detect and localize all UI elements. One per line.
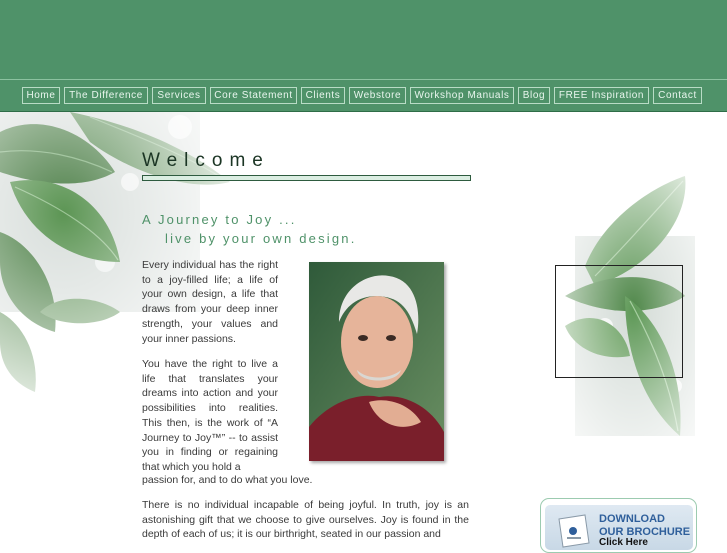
intro-paragraph-2-end: passion for, and to do what you love. — [142, 474, 313, 486]
nav-blog[interactable]: Blog — [518, 87, 550, 104]
portrait-photo — [309, 262, 444, 461]
page-title: Welcome — [142, 150, 270, 171]
tagline-line-2: live by your own design. — [165, 231, 357, 246]
intro-paragraph-2: You have the right to live a life that translates your dreams into action and your possibilities into realities. This then, is the work of “A Journey to Joy™” -- to assist you in finding or regaining that which you hold a — [142, 358, 278, 473]
nav-core-statement[interactable]: Core Statement — [210, 87, 297, 104]
intro-paragraph-1: Every individual has the right to a joy-filled life; a life of your own design, a life that draws from your deep inner strength, your values and your inner passions. — [142, 259, 278, 345]
nav-contact[interactable]: Contact — [653, 87, 702, 104]
brochure-document-icon — [555, 513, 593, 551]
brochure-line-1: DOWNLOAD — [599, 513, 665, 525]
site-header — [0, 0, 727, 79]
nav-free-inspiration[interactable]: FREE Inspiration — [554, 87, 649, 104]
nav-home[interactable]: Home — [22, 87, 60, 104]
brochure-line-2: OUR BROCHURE — [599, 526, 691, 538]
nav-workshop-manuals[interactable]: Workshop Manuals — [410, 87, 514, 104]
nav-webstore[interactable]: Webstore — [349, 87, 406, 104]
title-divider — [142, 175, 471, 181]
brochure-banner — [545, 505, 693, 550]
body-paragraph-3: There is no individual incapable of being joyful. In truth, joy is an astonishing gift that we choose to give ourselves. Joy is found in the depth of each of us; it is our birthright, seated in our passion and — [142, 499, 469, 541]
brochure-click-here: Click Here — [599, 537, 648, 548]
nav-the-difference[interactable]: The Difference — [64, 87, 148, 104]
tagline-line-1: A Journey to Joy ... — [142, 212, 297, 227]
decorative-photo-frame — [555, 265, 683, 378]
nav-services[interactable]: Services — [152, 87, 206, 104]
nav-clients[interactable]: Clients — [301, 87, 345, 104]
